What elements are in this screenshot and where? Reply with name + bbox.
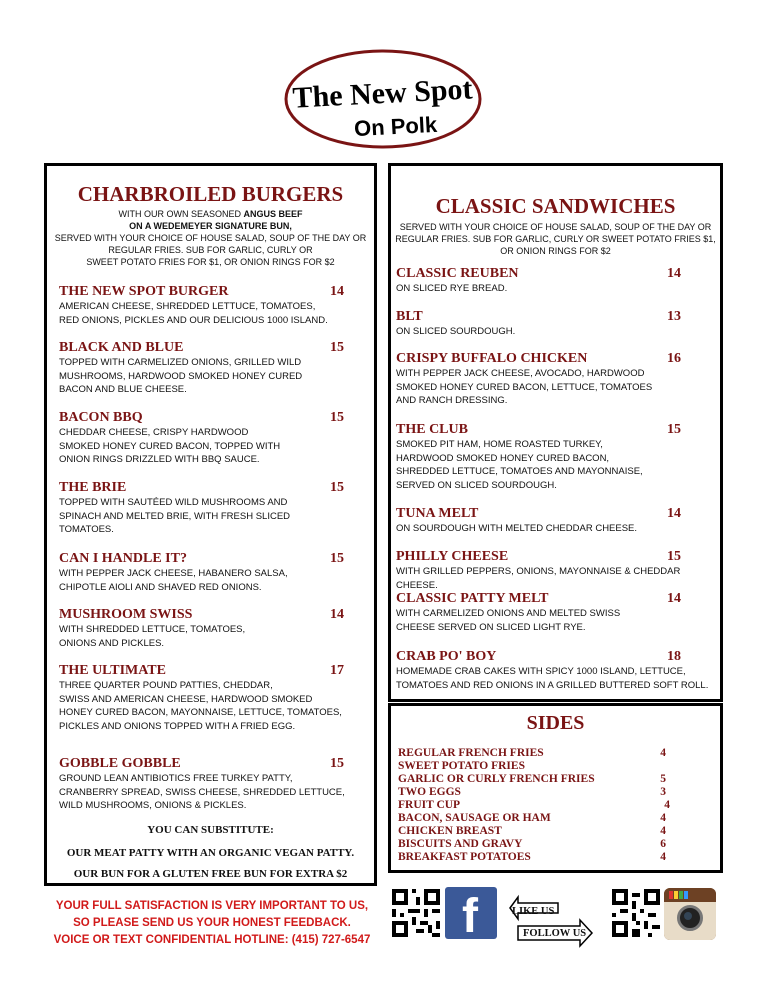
description-line: SPINACH AND MELTED BRIE, WITH FRESH SLICED: [59, 510, 291, 522]
description-line: WITH GRILLED PEPPERS, ONIONS, MAYONNAISE & CHEDDAR CHEESE.: [396, 566, 681, 591]
description-line: WITH PEPPER JACK CHEESE, AVOCADO, HARDWOOD: [396, 368, 645, 379]
item-description: [396, 325, 515, 339]
item-description: [396, 282, 507, 296]
side-item: [398, 747, 688, 760]
side-item: [398, 799, 688, 812]
description-line: BACON AND BLUE CHEESE.: [59, 384, 187, 395]
item-name: CRISPY BUFFALO CHICKEN: [396, 351, 588, 366]
burgers-title: CHARBROILED BURGERS: [77, 182, 344, 206]
description-line: CRANBERRY SPREAD, SWISS CHEESE, SHREDDED LETTUCE,: [59, 786, 345, 798]
item-price: 14: [667, 591, 681, 606]
description-line: CHIPOTLE AIOLI AND SHAVED RED ONIONS.: [59, 581, 262, 593]
item-price: 17: [330, 663, 344, 678]
item-price: 15: [330, 340, 344, 355]
description-line: SMOKED HONEY CURED BACON, LETTUCE, TOMATOES: [396, 381, 653, 393]
facebook-icon[interactable]: f: [445, 887, 497, 939]
description-line: MUSHROOMS, HARDWOOD SMOKED HONEY CURED: [59, 370, 303, 382]
description-line: WITH CARMELIZED ONIONS AND MELTED SWISS: [396, 608, 621, 619]
side-price: 3: [660, 786, 666, 798]
item-name: CLASSIC REUBEN: [396, 266, 519, 281]
substitute-title: YOU CAN SUBSTITUTE:: [147, 824, 274, 836]
burgers-sub5: SWEET POTATO FRIES FOR $1, OR ONION RINGS FOR $2: [86, 257, 335, 267]
description-line: WITH SHREDDED LETTUCE, TOMATOES,: [59, 624, 246, 635]
item-description: [396, 565, 720, 592]
item-name: THE BRIE: [59, 480, 127, 495]
feedback-line1: YOUR FULL SATISFACTION IS VERY IMPORTANT TO US,: [55, 900, 369, 912]
item-price: 14: [667, 506, 681, 521]
description-line: GROUND LEAN ANTIBIOTICS FREE TURKEY PATTY,: [59, 773, 293, 784]
description-line: WILD MUSHROOMS, ONIONS & PICKLES.: [59, 800, 247, 811]
item-name: CRAB PO' BOY: [396, 649, 497, 664]
side-name: TWO EGGS: [398, 786, 461, 798]
item-description: [396, 665, 708, 692]
side-item: [398, 838, 688, 851]
item-name: BLACK AND BLUE: [59, 340, 184, 355]
description-line: ON SLICED SOURDOUGH.: [396, 326, 516, 337]
side-name: CHICKEN BREAST: [398, 825, 502, 837]
logo-line2: On Polk: [353, 111, 438, 142]
item-description: [59, 623, 245, 650]
side-item: [398, 786, 688, 799]
item-price: 15: [667, 549, 681, 564]
instagram-qr-code[interactable]: [612, 889, 660, 937]
description-line: TOPPED WITH CARMELIZED ONIONS, GRILLED WILD: [59, 357, 302, 368]
item-price: 15: [330, 551, 344, 566]
feedback-notice: [44, 898, 380, 949]
side-name: SWEET POTATO FRIES: [398, 760, 525, 772]
sandwiches-sub3: OR ONION RINGS FOR $2: [500, 246, 611, 256]
item-name: THE CLUB: [396, 422, 468, 437]
description-line: SWISS AND AMERICAN CHEESE, HARDWOOD SMOKED: [59, 693, 313, 705]
item-price: 15: [330, 480, 344, 495]
item-name: MUSHROOM SWISS: [59, 607, 193, 622]
item-description: [59, 356, 302, 397]
sandwiches-panel: [388, 163, 723, 702]
description-line: ON SOURDOUGH WITH MELTED CHEDDAR CHEESE.: [396, 523, 638, 534]
feedback-hotline: VOICE OR TEXT CONFIDENTIAL HOTLINE: (415) 727-6547: [53, 934, 371, 946]
item-name: THE NEW SPOT BURGER: [59, 284, 229, 299]
substitute-vegan: OUR MEAT PATTY WITH AN ORGANIC VEGAN PATTY.: [66, 847, 355, 859]
item-price: 15: [330, 410, 344, 425]
burgers-sub1: WITH OUR OWN SEASONED ANGUS BEEF: [118, 209, 303, 219]
side-price: 5: [660, 773, 666, 785]
item-price: 16: [667, 351, 681, 366]
item-price: 14: [667, 266, 681, 281]
side-name: GARLIC OR CURLY FRENCH FRIES: [398, 773, 595, 785]
like-follow-arrows: [496, 894, 611, 950]
description-line: ON SLICED RYE BREAD.: [396, 283, 508, 294]
substitute-bun: OUR BUN FOR A GLUTEN FREE BUN FOR EXTRA $2: [73, 868, 348, 880]
side-price: 4: [664, 799, 670, 811]
item-name: GOBBLE GOBBLE: [59, 756, 181, 771]
like-us-label: LIKE US: [512, 906, 555, 917]
description-line: ONION RINGS DRIZZLED WITH BBQ SAUCE.: [59, 454, 260, 465]
item-description: [59, 426, 280, 467]
side-price: 4: [660, 825, 666, 837]
item-price: 18: [667, 649, 681, 664]
description-line: AND RANCH DRESSING.: [396, 395, 508, 406]
item-description: [59, 567, 288, 594]
burgers-sub3: SERVED WITH YOUR CHOICE OF HOUSE SALAD, SOUP OF THE DAY OR: [54, 233, 367, 243]
side-price: 6: [660, 838, 666, 850]
description-line: SHREDDED LETTUCE, TOMATOES AND MAYONNAISE,: [396, 466, 643, 477]
description-line: HOMEMADE CRAB CAKES WITH SPICY 1000 ISLAND, LETTUCE,: [396, 666, 686, 677]
side-price: 4: [660, 851, 666, 863]
side-name: REGULAR FRENCH FRIES: [398, 747, 544, 759]
item-name: PHILLY CHEESE: [396, 549, 509, 564]
side-item: [398, 812, 688, 825]
side-price: 4: [660, 812, 666, 824]
description-line: TOMATOES.: [59, 524, 114, 535]
side-price: 4: [660, 747, 666, 759]
logo-line1: The New Spot: [291, 72, 474, 115]
description-line: TOMATOES AND RED ONIONS IN A GRILLED BUTTERED SOFT ROLL.: [396, 679, 709, 691]
item-description: [396, 607, 620, 634]
description-line: SMOKED HONEY CURED BACON, TOPPED WITH: [59, 440, 281, 452]
description-line: WITH PEPPER JACK CHEESE, HABANERO SALSA,: [59, 568, 288, 579]
item-name: BLT: [396, 309, 423, 324]
side-name: BISCUITS AND GRAVY: [398, 838, 523, 850]
side-name: BACON, SAUSAGE OR HAM: [398, 812, 551, 824]
logo: [283, 48, 483, 150]
side-item: [398, 851, 688, 864]
item-name: CAN I HANDLE IT?: [59, 551, 187, 566]
item-description: [396, 367, 652, 408]
sandwiches-sub2: REGULAR FRIES. SUB FOR GARLIC, CURLY OR SWEET POTATO FRIES $1,: [395, 234, 716, 244]
item-name: TUNA MELT: [396, 506, 479, 521]
item-name: CLASSIC PATTY MELT: [396, 591, 549, 606]
side-name: FRUIT CUP: [398, 799, 461, 811]
side-item: [398, 825, 688, 838]
side-name: BREAKFAST POTATOES: [398, 851, 531, 863]
item-description: [396, 522, 637, 536]
feedback-line2: SO PLEASE SEND US YOUR HONEST FEEDBACK.: [73, 917, 351, 929]
description-line: RED ONIONS, PICKLES AND OUR DELICIOUS 1000 ISLAND.: [59, 314, 328, 326]
item-description: [59, 496, 290, 537]
description-line: SERVED ON SLICED SOURDOUGH.: [396, 479, 557, 491]
description-line: HARDWOOD SMOKED HONEY CURED BACON,: [396, 452, 610, 464]
burgers-panel: [44, 163, 377, 886]
description-line: CHEDDAR CHEESE, CRISPY HARDWOOD: [59, 427, 249, 438]
description-line: AMERICAN CHEESE, SHREDDED LETTUCE, TOMATOES,: [59, 301, 316, 312]
item-description: [59, 679, 342, 733]
sandwiches-sub1: SERVED WITH YOUR CHOICE OF HOUSE SALAD, SOUP OF THE DAY OR: [399, 222, 712, 232]
burgers-sub2: ON A WEDEMEYER SIGNATURE BUN,: [129, 221, 292, 231]
sides-panel: [388, 703, 723, 873]
sides-title: SIDES: [526, 712, 585, 734]
item-price: 14: [330, 284, 344, 299]
description-line: SMOKED PIT HAM, HOME ROASTED TURKEY,: [396, 439, 603, 450]
item-price: 15: [667, 422, 681, 437]
description-line: ONIONS AND PICKLES.: [59, 637, 165, 649]
item-price: 13: [667, 309, 681, 324]
burgers-sub4: REGULAR FRIES. SUB FOR GARLIC, CURLY OR: [108, 245, 313, 255]
sandwiches-title: CLASSIC SANDWICHES: [435, 194, 676, 218]
item-description: [59, 772, 345, 813]
description-line: CHEESE SERVED ON SLICED LIGHT RYE.: [396, 621, 586, 633]
description-line: PICKLES AND ONIONS TOPPED WITH A FRIED EGG.: [59, 720, 296, 732]
item-price: 14: [330, 607, 344, 622]
item-name: BACON BBQ: [59, 410, 143, 425]
facebook-qr-code[interactable]: [392, 889, 440, 937]
description-line: HONEY CURED BACON, MAYONNAISE, LETTUCE, TOMATOES,: [59, 707, 342, 718]
item-name: THE ULTIMATE: [59, 663, 166, 678]
instagram-icon[interactable]: [664, 888, 716, 940]
side-item: [398, 760, 688, 773]
description-line: TOPPED WITH SAUTÉED WILD MUSHROOMS AND: [59, 497, 288, 508]
item-price: 15: [330, 756, 344, 771]
side-item: [398, 773, 688, 786]
description-line: THREE QUARTER POUND PATTIES, CHEDDAR,: [59, 680, 273, 691]
item-description: [59, 300, 328, 327]
item-description: [396, 438, 643, 492]
follow-us-label: FOLLOW US: [523, 928, 587, 939]
